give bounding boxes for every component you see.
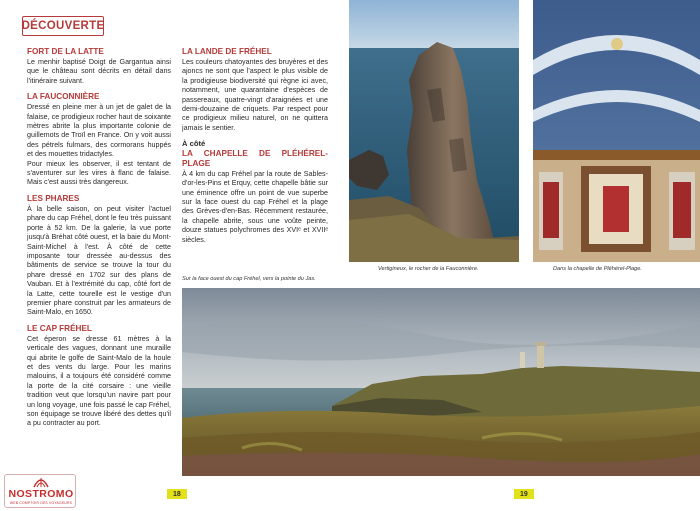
text-column-right — [182, 47, 328, 245]
photo-fauconniere-rock — [349, 0, 519, 262]
heading-fort-de-la-latte: FORT DE LA LATTE — [27, 47, 104, 56]
aside-label: À côté — [182, 139, 206, 149]
text-column-left — [27, 47, 171, 429]
paragraph-le-cap-frehel: Cet éperon se dresse 61 mètres à la verticale des vagues, donnant une muraille qui abrite le golfe de Saint-Malo de la houle et des vents du large. Pour les marins malouins, il a toujours été considéré comme la porte de la cité corsaire : une vieille tradition veut que lorsqu'un navire part pour un long voyage, une fois passé le cap Fréhel, son équipage se trouve libéré des dettes qu'il a pu contracter au port. — [27, 334, 171, 428]
watermark-tagline: WEB COMPTOIR DES VOYAGEURS — [9, 501, 73, 505]
heading-le-cap-frehel: LE CAP FRÉHEL — [27, 323, 92, 333]
caption-cape: Sur la face ouest du cap Fréhel, vers la pointe du Jas. — [182, 276, 316, 282]
heading-la-lande-de-frehel: LA LANDE DE FRÉHEL — [182, 47, 272, 56]
nostromo-watermark — [4, 474, 76, 508]
heading-chapelle-de-pleherel-plage: LA CHAPELLE DE PLÉHÉREL-PLAGE — [182, 148, 328, 168]
photo-cap-frehel-landscape — [182, 288, 700, 476]
page-number-right: 19 — [514, 489, 534, 499]
paragraph-la-fauconniere: Dressé en pleine mer à un jet de galet de la falaise, ce prodigieux rocher haut de soixante mètres abrite la plus importante colonie de guillemots de Troïl en France. On y voit aussi des pétrels fulmars, des cormorans huppés et des mouettes tridactyles. — [27, 103, 171, 159]
paragraph-fort-de-la-latte: Le menhir baptisé Doigt de Gargantua ainsi que le château sont décrits en détail dans l'itinéraire suivant. — [27, 58, 171, 85]
heading-les-phares: LES PHARES — [27, 193, 80, 203]
photo-chapel-interior — [533, 0, 700, 262]
caption-chapel: Dans la chapelle de Pléhérel-Plage. — [553, 266, 642, 272]
paragraph-chapelle-de-pleherel-plage: À 4 km du cap Fréhel par la route de Sables-d'or-les-Pins et Erquy, cette chapelle bâtie sur une éminence offre un point de vue superbe sur la face ouest du cap Fréhel et la plage des Grèves-d'en-Bas. Récemment restaurée, la chapelle abrite, sous une voûte peinte, douze statues polychromes des XVIᵉ et XVIIᵉ siècles. — [182, 169, 328, 244]
caption-rock: Vertigineux, le rocher de la Fauconnière. — [378, 266, 479, 272]
paragraph-la-fauconniere-2: Pour mieux les observer, il est tentant de s'aventurer sur les vires à flanc de falaise. Mais c'est aussi très dangereux. — [27, 159, 171, 187]
paragraph-les-phares: À la belle saison, on peut visiter l'actuel phare du cap Fréhel, dont le feu très puissant porte à 52 km. De la galerie, la vue porte jusqu'à Bréhat côté ouest, et la baie du Mont-Saint-Michel à l'est. À côté de cette imposante tour dressée au-dessus des bâtiments de service se trouve la tour du phare dressé en 1702 sur des plans de Vauban. Et à l'extrémité du cap, côté fort de la Latte, cette tourelle est le vestige d'un premier phare construit par les armateurs de Saint-Malo, en 1650. — [27, 204, 171, 317]
globe-icon — [33, 476, 49, 488]
heading-la-fauconniere: LA FAUCONNIÈRE — [27, 92, 100, 102]
section-tag: DÉCOUVERTE — [22, 16, 104, 36]
paragraph-la-lande-de-frehel: Les couleurs chatoyantes des bruyères et des ajoncs ne sont que l'aspect le plus visible de la prodigieuse biodiversité qui règne ici avec, notamment, une quarantaine d'espèces de passereaux, quatre-vingt d'araignées et une demi-douzaine de criquets. Par respect pour ce prodigieux milieu naturel, on ne quittera jamais le sentier. — [182, 58, 328, 132]
page-number-left: 18 — [167, 489, 187, 499]
watermark-name: NOSTROMO — [8, 488, 74, 500]
